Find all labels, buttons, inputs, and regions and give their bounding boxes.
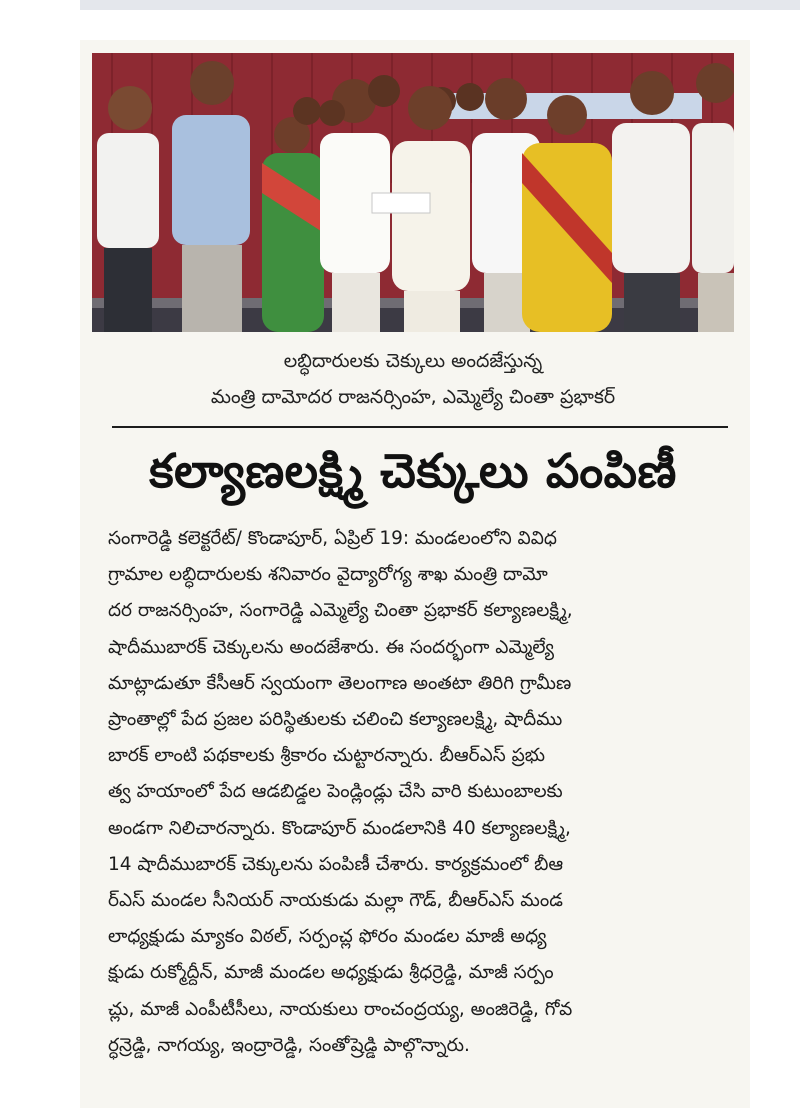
body-line: గ్రామాల లబ్ధిదారులకు శనివారం వైద్యారోగ్య శాఖ మంత్రి దామో xyxy=(108,564,548,586)
body-line: సంగారెడ్డి కలెక్టరేట్/ కొండాపూర్, ఏప్రిల్ 19: మండలంలోని వివిధ xyxy=(108,528,557,549)
body-line: లాధ్యక్షుడు మ్యాకం విఠల్, సర్పంచ్ల ఫోరం మండల మాజీ అధ్య xyxy=(108,926,547,948)
body-line: బారక్ లాంటి పథకాలకు శ్రీకారం చుట్టారన్నారు. బీఆర్ఎస్ ప్రభు xyxy=(108,745,546,767)
body-line: చ్లు, మాజీ ఎంపీటీసీలు, నాయకులు రాంచంద్రయ్య, అంజిరెడ్డి, గోవ xyxy=(108,998,573,1020)
body-line: దర రాజనర్సింహ, సంగారెడ్డి ఎమ్మెల్యే చింతా ప్రభాకర్ కల్యాణలక్ష్మి, xyxy=(108,600,573,622)
top-divider-bar xyxy=(80,0,800,10)
body-line: క్షుడు రుక్మోద్దీన్, మాజీ మండల అధ్యక్షుడు శ్రీధర్రెడ్డి, మాజీ సర్పం xyxy=(108,962,554,984)
article-body xyxy=(108,521,736,1064)
body-line: ప్రాంతాల్లో పేద ప్రజల పరిస్థితులకు చలించి కల్యాణలక్ష్మి, షాదీము xyxy=(108,709,563,731)
body-line: షాదీముబారక్ చెక్కులను అందజేశారు. ఈ సందర్భంగా ఎమ్మెల్యే xyxy=(108,636,554,658)
photo-caption-line-1: లబ్ధిదారులకు చెక్కులు అందజేస్తున్న xyxy=(283,350,543,372)
body-line: మాట్లాడుతూ కేసీఆర్ స్వయంగా తెలంగాణ అంతటా తిరిగి గ్రామీణ xyxy=(108,672,572,694)
body-line: ర్ధన్రెడ్డి, నాగయ్య, ఇంద్రారెడ్డి, సంతోష్రెడ్డి పాల్గొన్నారు. xyxy=(108,1034,470,1056)
photo-caption-line-2: మంత్రి దామోదర రాజనర్సింహ, ఎమ్మెల్యే చింతా ప్రభాకర్ xyxy=(210,386,616,408)
event-photo xyxy=(92,53,734,332)
body-line: 14 షాదీముబారక్ చెక్కులను పంపిణీ చేశారు. కార్యక్రమంలో బీఆ xyxy=(108,853,564,875)
headline: కల్యాణలక్ష్మి చెక్కులు పంపిణీ xyxy=(149,444,677,499)
body-line: త్వ హయాంలో పేద ఆడబిడ్డల పెండ్లిండ్లు చేసి వారి కుటుంబాలకు xyxy=(108,781,563,803)
body-line: ర్ఎస్ మండల సీనియర్ నాయకుడు మల్లా గౌడ్, బీఆర్ఎస్ మండ xyxy=(108,890,563,912)
headline-divider xyxy=(112,426,728,428)
body-line: అండగా నిలిచారన్నారు. కొండాపూర్ మండలానికి 40 కల్యాణలక్ష్మి, xyxy=(108,817,571,839)
photo-caption xyxy=(92,343,734,415)
